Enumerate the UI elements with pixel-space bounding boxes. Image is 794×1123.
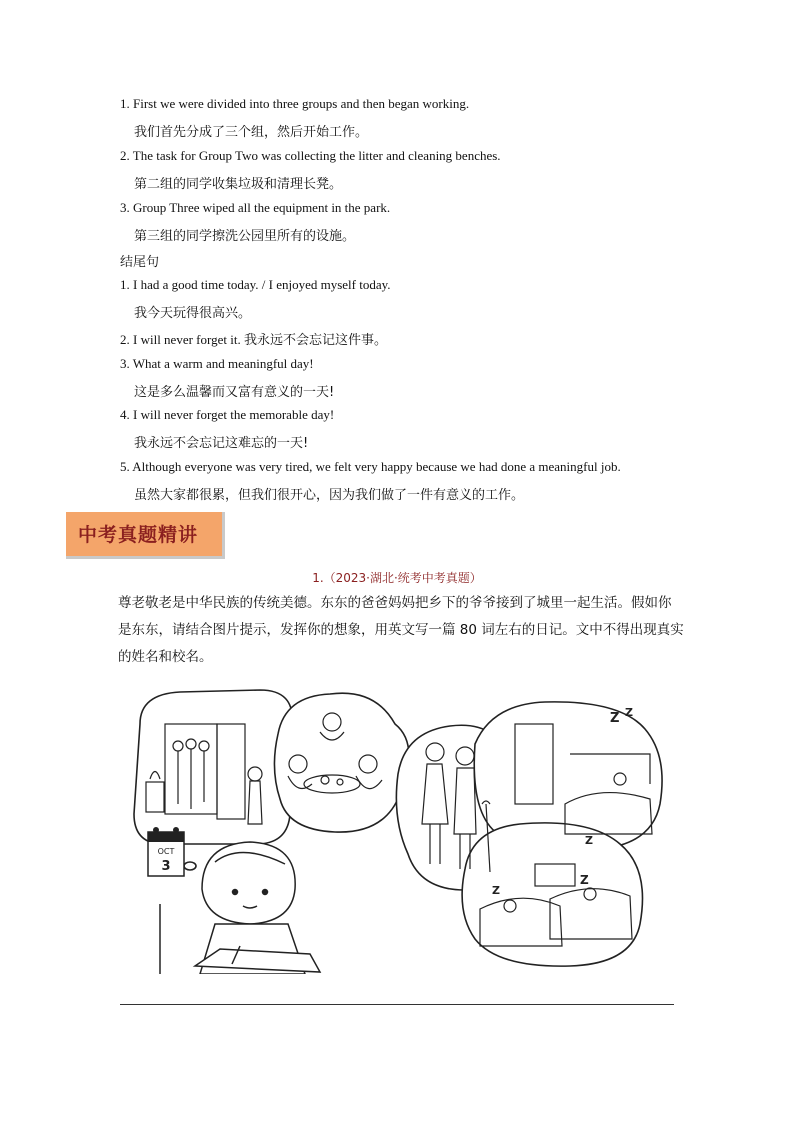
section-heading: 中考真题精讲: [78, 524, 199, 546]
sleep-z-5: Z: [492, 884, 500, 897]
sleep-z-1: Z: [610, 711, 620, 726]
line-zh-6: 这是多么温馨而又富有意义的一天!: [134, 385, 335, 400]
thought-bubble-door: [134, 690, 292, 844]
sleep-z-3: Z: [585, 834, 593, 847]
calendar-day: 3: [161, 859, 171, 874]
question-prompt: 尊老敬老是中华民族的传统美德。东东的爸爸妈妈把乡下的爷爷接到了城里一起生活。假如你是东东，请结合图片提示，发挥你的想象，用英文写一篇 80 词左右的日记。文中不得出现真实的姓名和校名。: [118, 595, 684, 665]
calendar-month: OCT: [157, 847, 175, 856]
line-en-8: 5. Although everyone was very tired, we felt very happy because we had done a meaningful job.: [120, 459, 621, 474]
sleep-z-2: Z: [625, 706, 633, 719]
line-en-4: 1. I had a good time today. / I enjoyed myself today.: [120, 277, 391, 292]
footnote-divider: [120, 1004, 674, 1005]
line-zh-8: 虽然大家都很累，但我们很开心，因为我们做了一件有意义的工作。: [134, 488, 525, 503]
line-en-3: 3. Group Three wiped all the equipment in the park.: [120, 200, 391, 215]
line-en-1: 1. First we were divided into three groups and then began working.: [120, 96, 470, 111]
line-en-2: 2. The task for Group Two was collecting the litter and cleaning benches.: [120, 148, 501, 163]
line-zh-4: 我今天玩得很高兴。: [134, 306, 252, 321]
line-mixed-5: 2. I will never forget it. 我永远不会忘记这件事。: [120, 332, 387, 347]
closing-sentences-heading: 结尾句: [120, 255, 160, 270]
line-zh-3: 第三组的同学擦洗公园里所有的设施。: [134, 229, 356, 244]
line-zh-7: 我永远不会忘记这难忘的一天!: [134, 436, 309, 451]
sleep-z-4: Z: [580, 873, 589, 887]
section-heading-box: [66, 512, 225, 559]
line-en-7: 4. I will never forget the memorable day!: [120, 407, 335, 422]
line-zh-1: 我们首先分成了三个组，然后开始工作。: [134, 125, 369, 140]
illustration: [120, 684, 670, 974]
thought-bubble-parents: [462, 823, 642, 966]
thought-bubble-table: [274, 693, 408, 832]
calendar-icon: [148, 827, 184, 876]
question-source: 1.（2023·湖北·统考中考真题）: [312, 571, 482, 585]
line-zh-2: 第二组的同学收集垃圾和清理长凳。: [134, 177, 343, 192]
line-en-6: 3. What a warm and meaningful day!: [120, 356, 314, 371]
